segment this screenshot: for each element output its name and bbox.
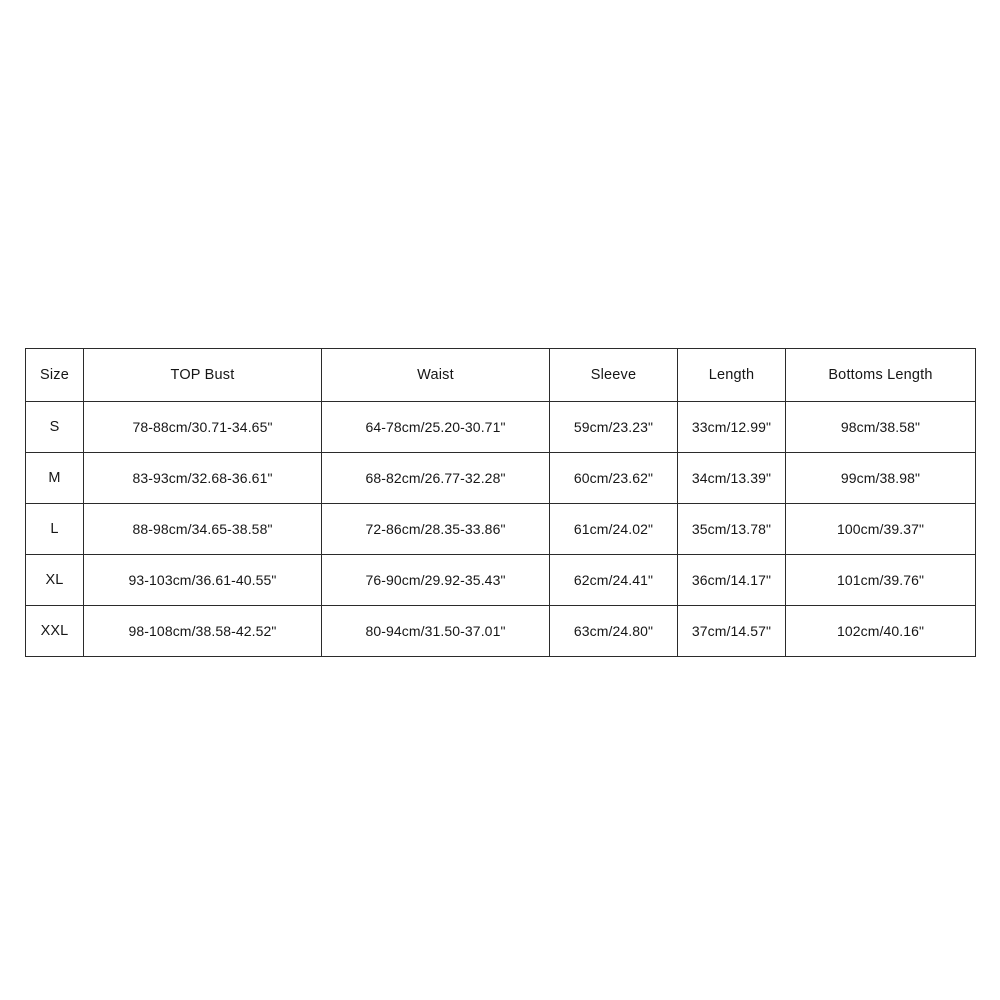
column-header-size: Size xyxy=(26,349,84,402)
table-row xyxy=(26,606,976,657)
column-header-waist: Waist xyxy=(322,349,550,402)
table-row xyxy=(26,402,976,453)
cell-length: 35cm/13.78" xyxy=(678,504,786,555)
cell-length: 34cm/13.39" xyxy=(678,453,786,504)
cell-sleeve: 59cm/23.23" xyxy=(550,402,678,453)
table-header xyxy=(26,349,976,402)
cell-size: M xyxy=(26,453,84,504)
cell-size: L xyxy=(26,504,84,555)
cell-length: 37cm/14.57" xyxy=(678,606,786,657)
cell-bottoms-length: 102cm/40.16" xyxy=(786,606,976,657)
table-row xyxy=(26,504,976,555)
cell-size: XL xyxy=(26,555,84,606)
cell-top-bust: 78-88cm/30.71-34.65" xyxy=(84,402,322,453)
cell-length: 36cm/14.17" xyxy=(678,555,786,606)
size-chart-table xyxy=(25,348,976,657)
cell-sleeve: 63cm/24.80" xyxy=(550,606,678,657)
cell-top-bust: 93-103cm/36.61-40.55" xyxy=(84,555,322,606)
size-chart-container xyxy=(25,348,975,657)
cell-bottoms-length: 100cm/39.37" xyxy=(786,504,976,555)
cell-bottoms-length: 98cm/38.58" xyxy=(786,402,976,453)
cell-bottoms-length: 99cm/38.98" xyxy=(786,453,976,504)
column-header-length: Length xyxy=(678,349,786,402)
cell-sleeve: 62cm/24.41" xyxy=(550,555,678,606)
table-row xyxy=(26,555,976,606)
cell-length: 33cm/12.99" xyxy=(678,402,786,453)
table-body xyxy=(26,402,976,657)
cell-sleeve: 61cm/24.02" xyxy=(550,504,678,555)
cell-top-bust: 98-108cm/38.58-42.52" xyxy=(84,606,322,657)
cell-size: XXL xyxy=(26,606,84,657)
cell-waist: 76-90cm/29.92-35.43" xyxy=(322,555,550,606)
cell-bottoms-length: 101cm/39.76" xyxy=(786,555,976,606)
cell-waist: 80-94cm/31.50-37.01" xyxy=(322,606,550,657)
cell-waist: 64-78cm/25.20-30.71" xyxy=(322,402,550,453)
column-header-top-bust: TOP Bust xyxy=(84,349,322,402)
table-row xyxy=(26,453,976,504)
cell-top-bust: 83-93cm/32.68-36.61" xyxy=(84,453,322,504)
cell-waist: 72-86cm/28.35-33.86" xyxy=(322,504,550,555)
cell-sleeve: 60cm/23.62" xyxy=(550,453,678,504)
column-header-bottoms-length: Bottoms Length xyxy=(786,349,976,402)
cell-waist: 68-82cm/26.77-32.28" xyxy=(322,453,550,504)
table-header-row xyxy=(26,349,976,402)
cell-top-bust: 88-98cm/34.65-38.58" xyxy=(84,504,322,555)
column-header-sleeve: Sleeve xyxy=(550,349,678,402)
cell-size: S xyxy=(26,402,84,453)
